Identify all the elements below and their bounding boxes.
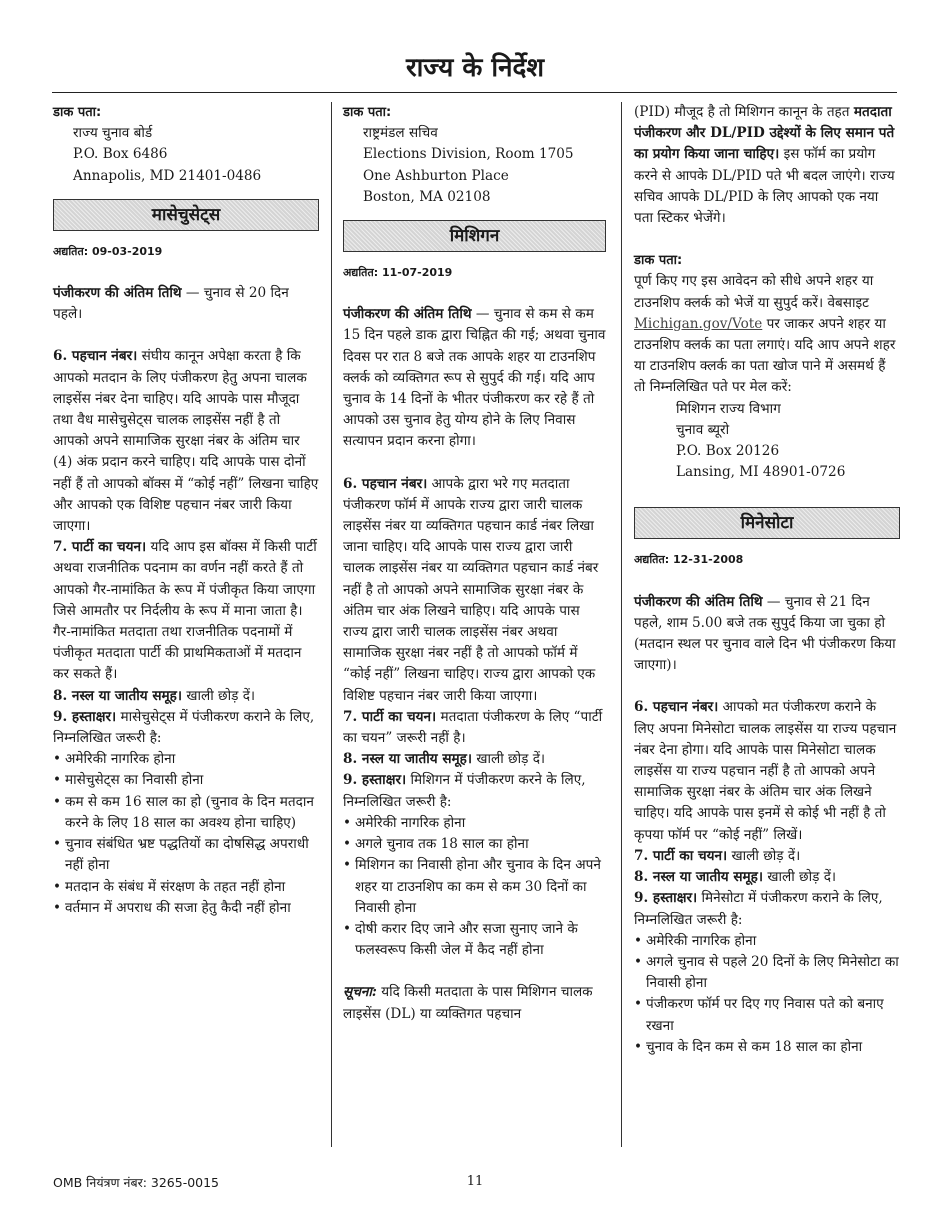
item-label: 9. हस्ताक्षर। [634, 890, 698, 907]
mail-instructions [634, 271, 900, 398]
deadline-label: पंजीकरण की अंतिम तिथि [53, 285, 182, 302]
item-text: यदि आप इस बॉक्स में किसी पार्टी अथवा राजनीतिक पदनाम का वर्णन नहीं करते हैं तो आपको गैर-नामांकित के रूप में पंजीकृत किया जाएगा जिसे आमतौर पर निर्दलीय के रूप में माना जाता है। गैर-नामांकित मतदाता तथा राजनीतिक पदनामों में पंजीकृत मतदाता पार्टी की प्राथमिकताओं में मतदान कर सकते हैं। [53, 539, 317, 683]
deadline-label: पंजीकरण की अंतिम तिथि [343, 306, 472, 323]
list-item: • मासेचुसेट्स का निवासी होना [53, 770, 319, 791]
list-item: • मिशिगन का निवासी होना और चुनाव के दिन अपने शहर या टाउनशिप का कम से कम 30 दिनों का निवासी होना [343, 855, 606, 919]
item-label: 6. पहचान नंबर। [53, 348, 138, 365]
page-number: 11 [466, 1174, 484, 1189]
maryland-address [53, 123, 319, 187]
item-text: मिशिगन में पंजीकरण करने के लिए, निम्नलिखित जरूरी है: [343, 772, 586, 810]
item-text: मासेचुसेट्स में पंजीकरण कराने के लिए, निम्नलिखित जरूरी है: [53, 708, 315, 747]
item-text: आपको मत पंजीकरण कराने के लिए अपना मिनेसोटा चालक लाइसेंस या राज्य पहचान नंबर देना होगा। यदि आपके पास मिनेसोटा चालक लाइसेंस या राज्य पहचान नहीं है तो आपको अपने सामाजिक सुरक्षा नंबर के अंतिम चार अंक लिखने चाहिए। यदि आपके पास इनमें से कोई भी नहीं है तो कृपया फॉर्म पर “कोई नहीं” लिखें। [634, 699, 897, 843]
item-text: खाली छोड़ दें। [472, 751, 546, 768]
item-label: 7. पार्टी का चयन। [53, 539, 147, 556]
column-1 [53, 102, 319, 919]
item-label: 8. नस्ल या जातीय समूह। [53, 687, 183, 704]
address-line: Lansing, MI 48901-0726 [676, 464, 846, 481]
updated-date: अद्यतित: 11-07-2019 [343, 266, 453, 280]
address-line: चुनाव ब्यूरो [676, 421, 730, 438]
item-9 [53, 707, 319, 749]
mail-label: डाक पता: [53, 105, 102, 120]
item-7 [53, 537, 319, 685]
mail-label: डाक पता: [634, 253, 683, 269]
requirements-list [634, 931, 900, 1058]
column-divider [331, 102, 332, 1147]
item-7 [634, 846, 900, 867]
item-label: 9. हस्ताक्षर। [343, 772, 407, 789]
address-line: P.O. Box 6486 [73, 146, 168, 163]
item-6 [343, 474, 606, 707]
item-label: 8. नस्ल या जातीय समूह। [634, 869, 764, 886]
title-rule [52, 92, 897, 93]
page-title: राज्य के निर्देश [405, 53, 545, 83]
list-item: • अमेरिकी नागरिक होना [53, 749, 319, 770]
address-line: राज्य चुनाव बोर्ड [73, 125, 153, 142]
notice-continued [634, 102, 900, 229]
updated-date: अद्यतित: 12-31-2008 [634, 553, 744, 567]
item-8 [634, 867, 900, 888]
item-text: मतदाता पंजीकरण के लिए “पार्टी का चयन” जरूरी नहीं है। [343, 708, 603, 747]
column-divider [621, 102, 622, 1147]
address-line: Elections Division, Room 1705 [363, 146, 574, 163]
item-6 [53, 346, 319, 537]
column-2 [343, 102, 606, 1025]
item-label: 6. पहचान नंबर। [343, 475, 428, 492]
list-item: • अगले चुनाव तक 18 साल का होना [343, 834, 606, 855]
michigan-address [634, 399, 900, 484]
omb-control-number: OMB नियंत्रण नंबर: 3265-0015 [53, 1175, 220, 1190]
list-item: • कम से कम 16 साल का हो (चुनाव के दिन मतदान करने के लिए 18 साल का अवश्य होना चाहिए) [53, 792, 319, 834]
mail-label: डाक पता: [343, 105, 392, 120]
item-text: संघीय कानून अपेक्षा करता है कि आपको मतदान के लिए पंजीकरण हेतु अपना चालक लाइसेंस नंबर देना चाहिए। यदि आपके पास मौजूदा तथा वैध मासेचुसेट्स चालक लाइसेंस नहीं है तो आपको अपने सामाजिक सुरक्षा नंबर के अंतिम चार (4) अंक प्रदान करने चाहिए। यदि आपके पास दोनों नहीं हैं तो आपको बॉक्स में “कोई नहीं” लिखना चाहिए और आपको एक विशिष्ट पहचान नंबर जारी किया जाएगा। [53, 348, 319, 535]
notice-label: सूचना: [343, 984, 377, 1001]
requirements-list [343, 813, 606, 961]
list-item: • अमेरिकी नागरिक होना [343, 813, 606, 834]
list-item: • चुनाव संबंधित भ्रष्ट पद्धतियों का दोषसिद्ध अपराधी नहीं होना [53, 834, 319, 876]
state-banner-michigan: मिशिगन [343, 220, 606, 252]
mail-text: पर जाकर अपने शहर या टाउनशिप क्लर्क का पता लगाएं। यदि आप अपने शहर या टाउनशिप क्लर्क का पता खोज पाने में असमर्थ हैं तो निम्नलिखित पते पर मेल करें: [634, 315, 896, 396]
item-label: 8. नस्ल या जातीय समूह। [343, 751, 473, 768]
notice-text: (PID) मौजूद है तो मिशिगन कानून के तहत [634, 104, 854, 120]
notice-text: यदि किसी मतदाता के पास मिशिगन चालक लाइसेंस (DL) या व्यक्तिगत पहचान [343, 984, 593, 1022]
item-7 [343, 707, 606, 749]
list-item: • मतदान के संबंध में संरक्षण के तहत नहीं होना [53, 877, 319, 898]
list-item: • अगले चुनाव से पहले 20 दिनों के लिए मिनेसोटा का निवासी होना [634, 952, 900, 994]
item-label: 7. पार्टी का चयन। [343, 708, 437, 725]
address-line: मिशिगन राज्य विभाग [676, 400, 781, 417]
item-text: खाली छोड़ दें। [763, 869, 837, 886]
item-text: खाली छोड़ दें। [182, 687, 256, 704]
item-8 [343, 749, 606, 770]
list-item: • वर्तमान में अपराध की सजा हेतु कैदी नहीं होना [53, 898, 319, 919]
registration-deadline [343, 304, 606, 452]
item-text: मिनेसोटा में पंजीकरण कराने के लिए, निम्नलिखित जरूरी है: [634, 890, 883, 928]
notice [343, 982, 606, 1024]
column-3 [634, 102, 900, 1058]
list-item: • चुनाव के दिन कम से कम 18 साल का होना [634, 1037, 900, 1058]
list-item: • दोषी करार दिए जाने और सजा सुनाए जाने के फलस्वरूप किसी जेल में कैद नहीं होना [343, 919, 606, 961]
deadline-label: पंजीकरण की अंतिम तिथि [634, 593, 763, 610]
notice-emphasis: मतदाता पंजीकरण और DL/PID उद्देश्यों के लिए समान पते का प्रयोग किया जाना चाहिए। [634, 104, 895, 163]
updated-date: अद्यतित: 09-03-2019 [53, 244, 163, 258]
item-label: 9. हस्ताक्षर। [53, 708, 117, 725]
item-label: 7. पार्टी का चयन। [634, 847, 728, 864]
item-8 [53, 686, 319, 707]
state-banner-minnesota: मिनेसोटा [634, 507, 900, 539]
item-9 [634, 888, 900, 930]
address-line: Annapolis, MD 21401-0486 [73, 167, 262, 184]
mail-text: पूर्ण किए गए इस आवेदन को सीधे अपने शहर या टाउनशिप क्लर्क को भेजें या सुपुर्द करें। वेबसाइट [634, 273, 874, 311]
address-line: Boston, MA 02108 [363, 188, 491, 205]
item-9 [343, 770, 606, 812]
state-banner-massachusetts: मासेचुसेट्स [53, 199, 319, 231]
address-line: One Ashburton Place [363, 167, 509, 184]
notice-text: इस फॉर्म का प्रयोग करने से आपके DL/PID पते भी बदल जाएंगे। राज्य सचिव आपके DL/PID के लिए आपको एक नया पता स्टिकर भेजेंगे। [634, 146, 895, 227]
item-6 [634, 697, 900, 845]
list-item: • पंजीकरण फॉर्म पर दिए गए निवास पते को बनाए रखना [634, 994, 900, 1036]
requirements-list [53, 749, 319, 919]
item-text: खाली छोड़ दें। [727, 847, 801, 864]
item-label: 6. पहचान नंबर। [634, 699, 719, 716]
item-text: आपके द्वारा भरे गए मतदाता पंजीकरण फॉर्म में आपके राज्य द्वारा जारी चालक लाइसेंस नंबर या व्यक्तिगत पहचान कार्ड नंबर लिखा जाना चाहिए। यदि आपके पास राज्य द्वारा जारी चालक लाइसेंस नंबर या व्यक्तिगत पहचान कार्ड नंबर नहीं है तो आपको अपने सामाजिक सुरक्षा नंबर के अंतिम चार अंक लिखने चाहिए। यदि आपके पास राज्य द्वारा जारी चालक लाइसेंस नंबर अथवा सामाजिक सुरक्षा नंबर नहीं है तो आपको फॉर्म में “कोई नहीं” लिखना चाहिए। राज्य द्वारा आपको एक विशिष्ट पहचान नंबर जारी किया जाएगा। [343, 475, 599, 704]
massachusetts-address [343, 123, 606, 208]
deadline-text: — चुनाव से कम से कम 15 दिन पहले डाक द्वारा चिह्नित की गई; अथवा चुनाव दिवस पर रात 8 बजे तक आपके शहर या टाउनशिप क्लर्क को व्यक्तिगत रूप से सुपुर्द की गई। यदि आप चुनाव के 14 दिनों के भीतर पंजीकरण कर रहे हैं तो आपको उस चुनाव हेतु योग्य होने के लिए निवास सत्यापन प्रदान करना होगा। [343, 306, 606, 450]
deadline-text: — चुनाव से 20 दिन पहले। [53, 285, 289, 323]
registration-deadline [53, 283, 319, 325]
list-item: • अमेरिकी नागरिक होना [634, 931, 900, 952]
address-line: P.O. Box 20126 [676, 443, 780, 460]
deadline-text: — चुनाव से 21 दिन पहले, शाम 5.00 बजे तक सुपुर्द किया जा चुका हो (मतदान स्थल पर चुनाव वाले दिन भी पंजीकरण किया जाएगा)। [634, 593, 896, 674]
address-line: राष्ट्रमंडल सचिव [363, 125, 438, 142]
website-link[interactable]: Michigan.gov/Vote [634, 315, 763, 332]
registration-deadline [634, 592, 900, 677]
